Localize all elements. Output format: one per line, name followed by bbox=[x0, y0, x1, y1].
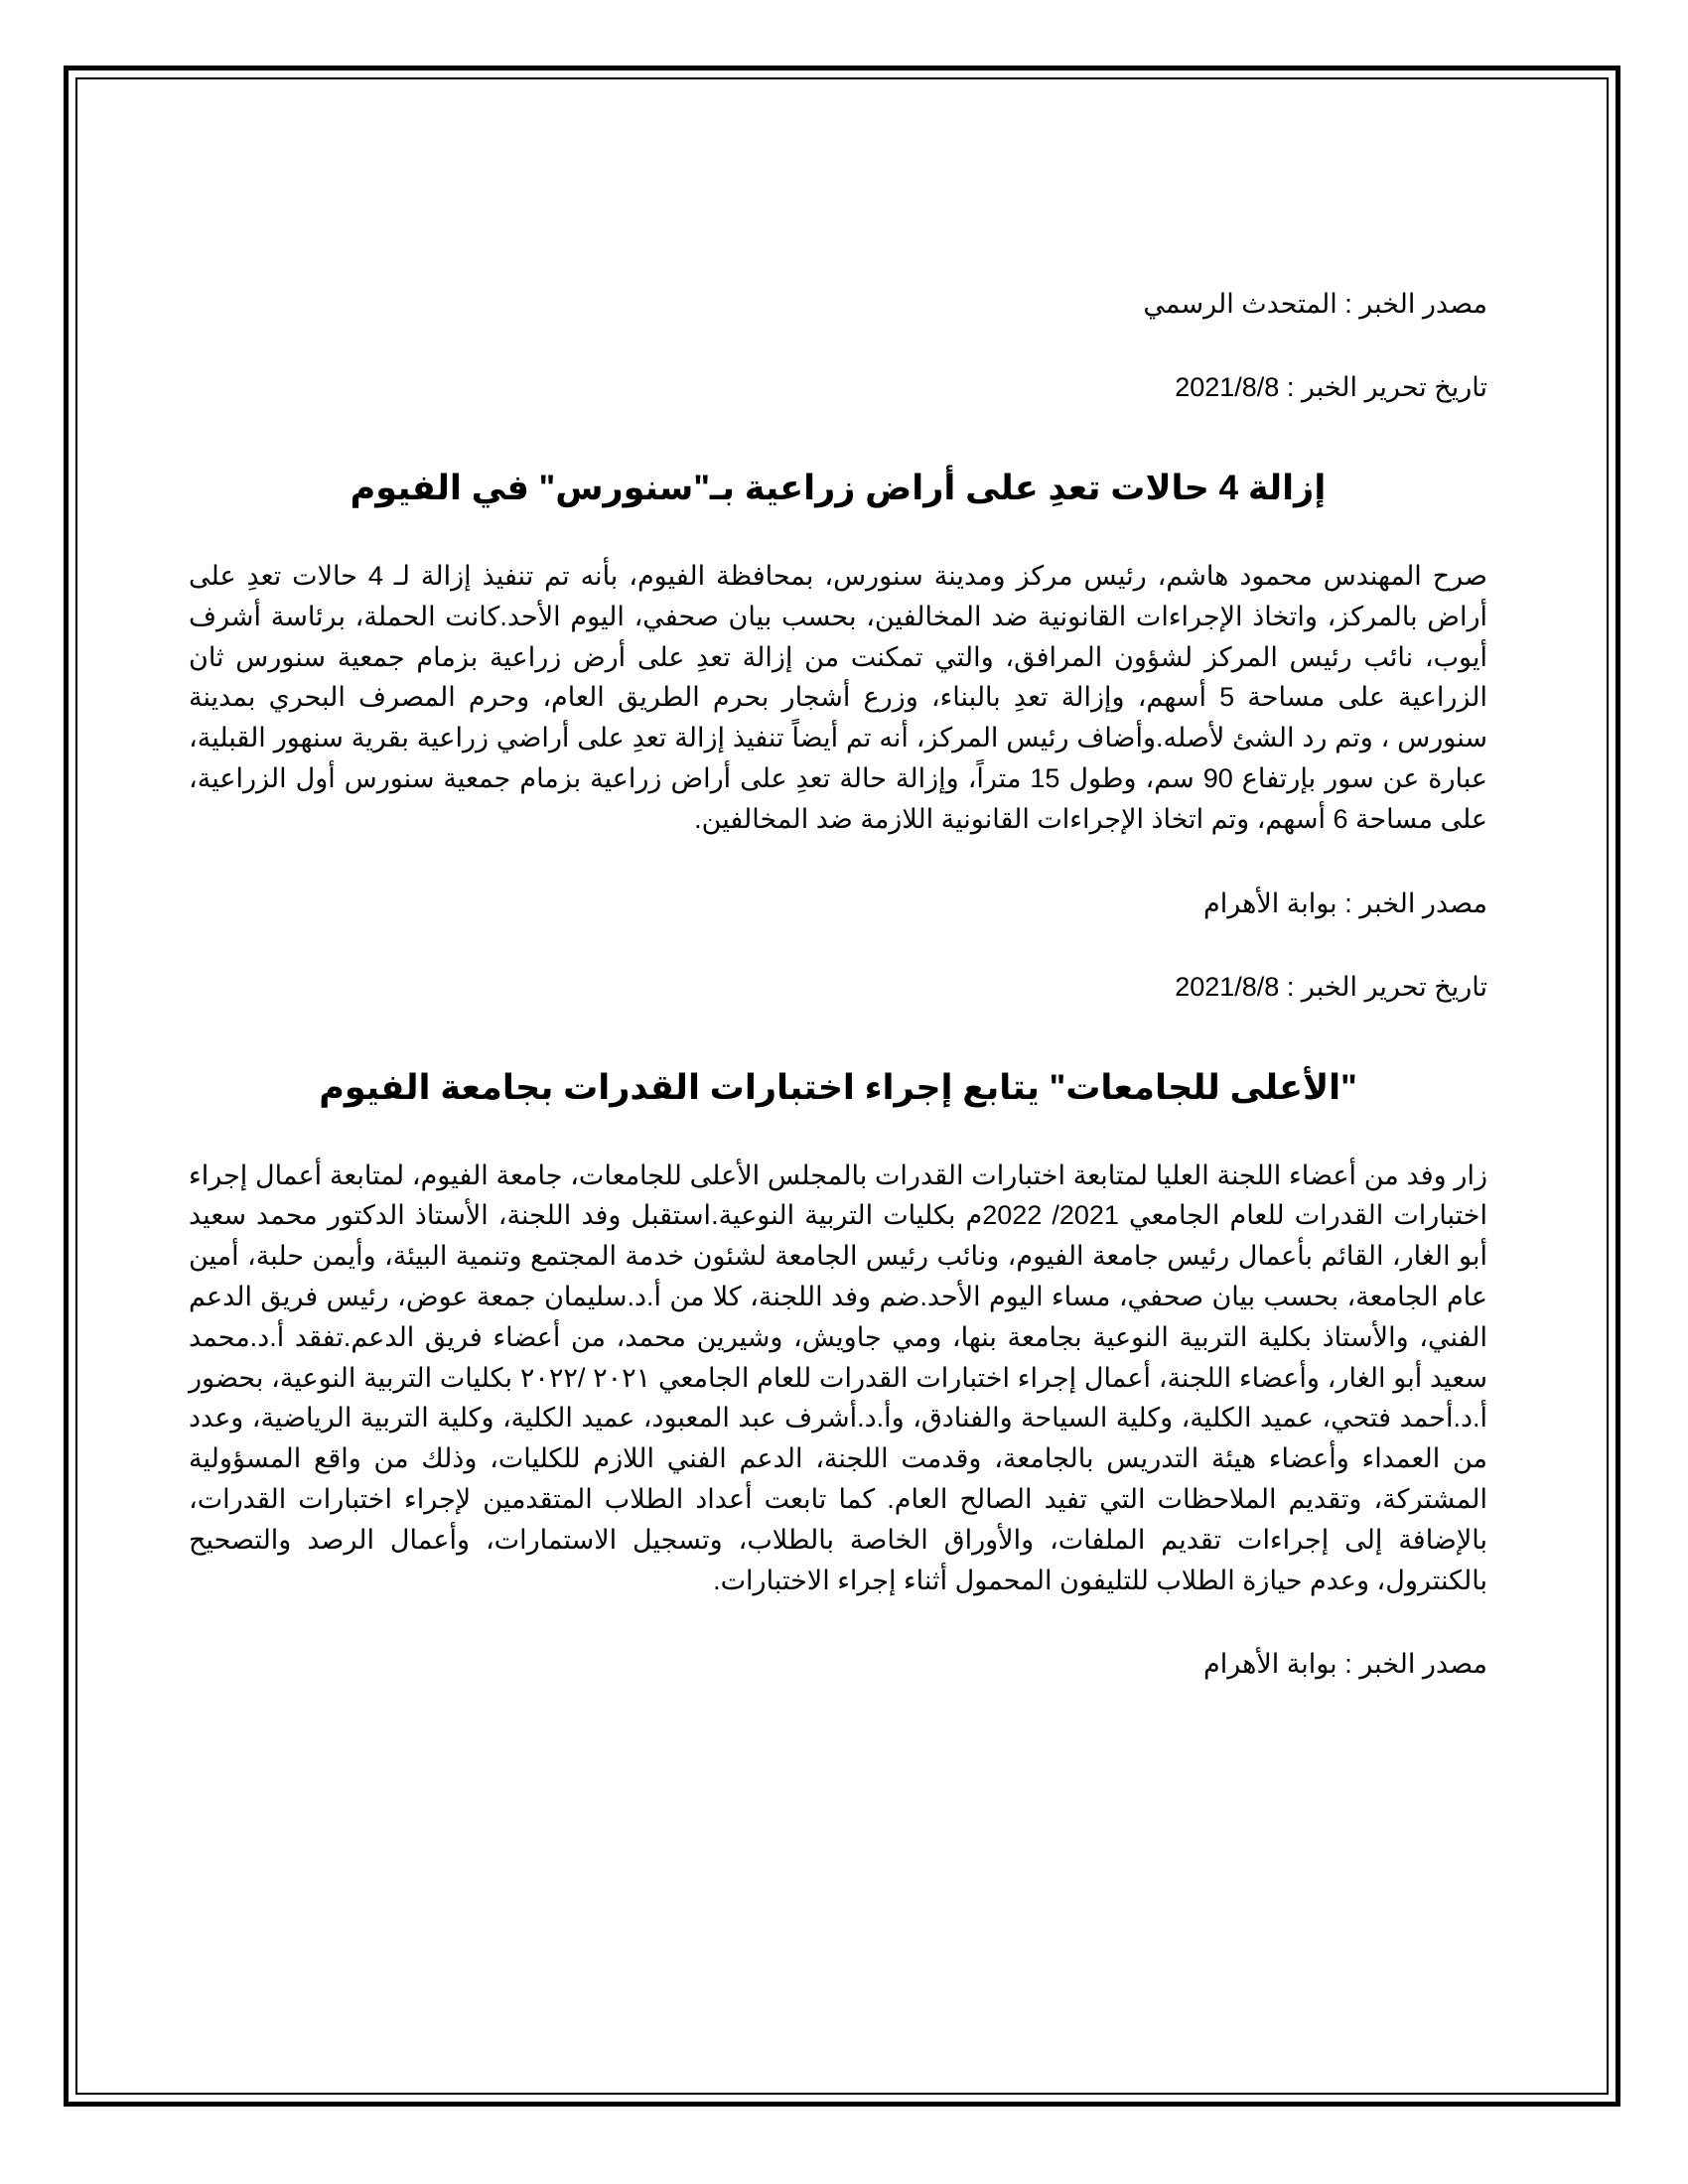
closing-source: مصدر الخبر : بوابة الأهرام bbox=[1202, 1649, 1487, 1680]
article-2-body: زار وفد من أعضاء اللجنة العليا لمتابعة اختبارات القدرات بالمجلس الأعلى للجامعات، جامعة الفيوم، لمتابعة أعمال إجراء اختبارات القدرات للعام الجامعي 2021/ 2022م بكليات التربية النوعية.استقبل وفد اللجنة، الأستاذ الدكتور محمد سعيد أبو الغار، القائم بأعمال رئيس جامعة الفيوم، ونائب رئيس الجامعة لشئون خدمة المجتمع وتنمية البيئة، وأيمن حلبة، أمين عام الجامعة، بحسب بيان صحفي، مساء اليوم الأحد.ضم وفد اللجنة، كلا من أ.د.سليمان جمعة عوض، رئيس فريق الدعم الفني، والأستاذ بكلية التربية النوعية بجامعة بنها، ومي جاويش، وشيرين محمد، من أعضاء فريق الدعم.تفقد أ.د.محمد سعيد أبو الغار، وأعضاء اللجنة، أعمال إجراء اختبارات القدرات للعام الجامعي ٢٠٢١ /٢٠٢٢ بكليات التربية النوعية، بحضور أ.د.أحمد فتحي، عميد الكلية، وكلية السياحة والفنادق، وأ.د.أشرف عبد المعبود، عميد الكلية، وكلية التربية الرياضية، وعدد من العمداء وأعضاء هيئة التدريس بالجامعة، وقدمت اللجنة، الدعم الفني اللازم للكليات، وذلك من واقع المسؤولية المشتركة، وتقديم الملاحظات التي تفيد الصالح العام. كما تابعت أعداد الطلاب المتقدمين لإجراء اختبارات القدرات، بالإضافة إلى إجراءات تقديم الملفات، والأوراق الخاصة بالطلاب، وتسجيل الاستمارات، وأعمال الرصد والتصحيح بالكنترول، وعدم حيازة الطلاب للتليفون المحمول أثناء إجراء الاختبارات. bbox=[189, 1160, 1487, 1595]
article-1-date: تاريخ تحرير الخبر : 2021/8/8 bbox=[1175, 372, 1487, 402]
article-1-source: مصدر الخبر : المتحدث الرسمي bbox=[1143, 289, 1487, 319]
article-2-title: "الأعلى للجامعات" يتابع إجراء اختبارات القدرات بجامعة الفيوم bbox=[319, 1067, 1357, 1107]
article-2-source: مصدر الخبر : بوابة الأهرام bbox=[1202, 887, 1487, 918]
article-1-title: إزالة 4 حالات تعدِ على أراض زراعية بـ"سنورس" في الفيوم bbox=[350, 469, 1327, 507]
article-2-date: تاريخ تحرير الخبر : 2021/8/8 bbox=[1175, 971, 1487, 1002]
article-1-body: صرح المهندس محمود هاشم، رئيس مركز ومدينة سنورس، بمحافظة الفيوم، بأنه تم تنفيذ إزالة لـ 4 حالات تعدِ على أراض بالمركز، واتخاذ الإجراءات القانونية ضد المخالفين، بحسب بيان صحفي، اليوم الأحد.كانت الحملة، برئاسة أشرف أيوب، نائب رئيس المركز لشؤون المرافق، والتي تمكنت من إزالة تعدِ على أرض زراعية بزمام جمعية سنورس ثان الزراعية على مساحة 5 أسهم، وإزالة تعدِ بالبناء، وزرع أشجار بحرم الطريق العام، وحرم المصرف البحري بمدينة سنورس ، وتم رد الشئ لأصله.وأضاف رئيس المركز، أنه تم أيضاً تنفيذ إزالة تعدِ على أراضي زراعية بقرية سنهور القبلية، عبارة عن سور بإرتفاع 90 سم، وطول 15 متراً، وإزالة حالة تعدِ على أراض زراعية بزمام جمعية سنورس أول الزراعية، على مساحة 6 أسهم، وتم اتخاذ الإجراءات القانونية اللازمة ضد المخالفين. bbox=[189, 561, 1487, 834]
document-content bbox=[189, 260, 1487, 1729]
